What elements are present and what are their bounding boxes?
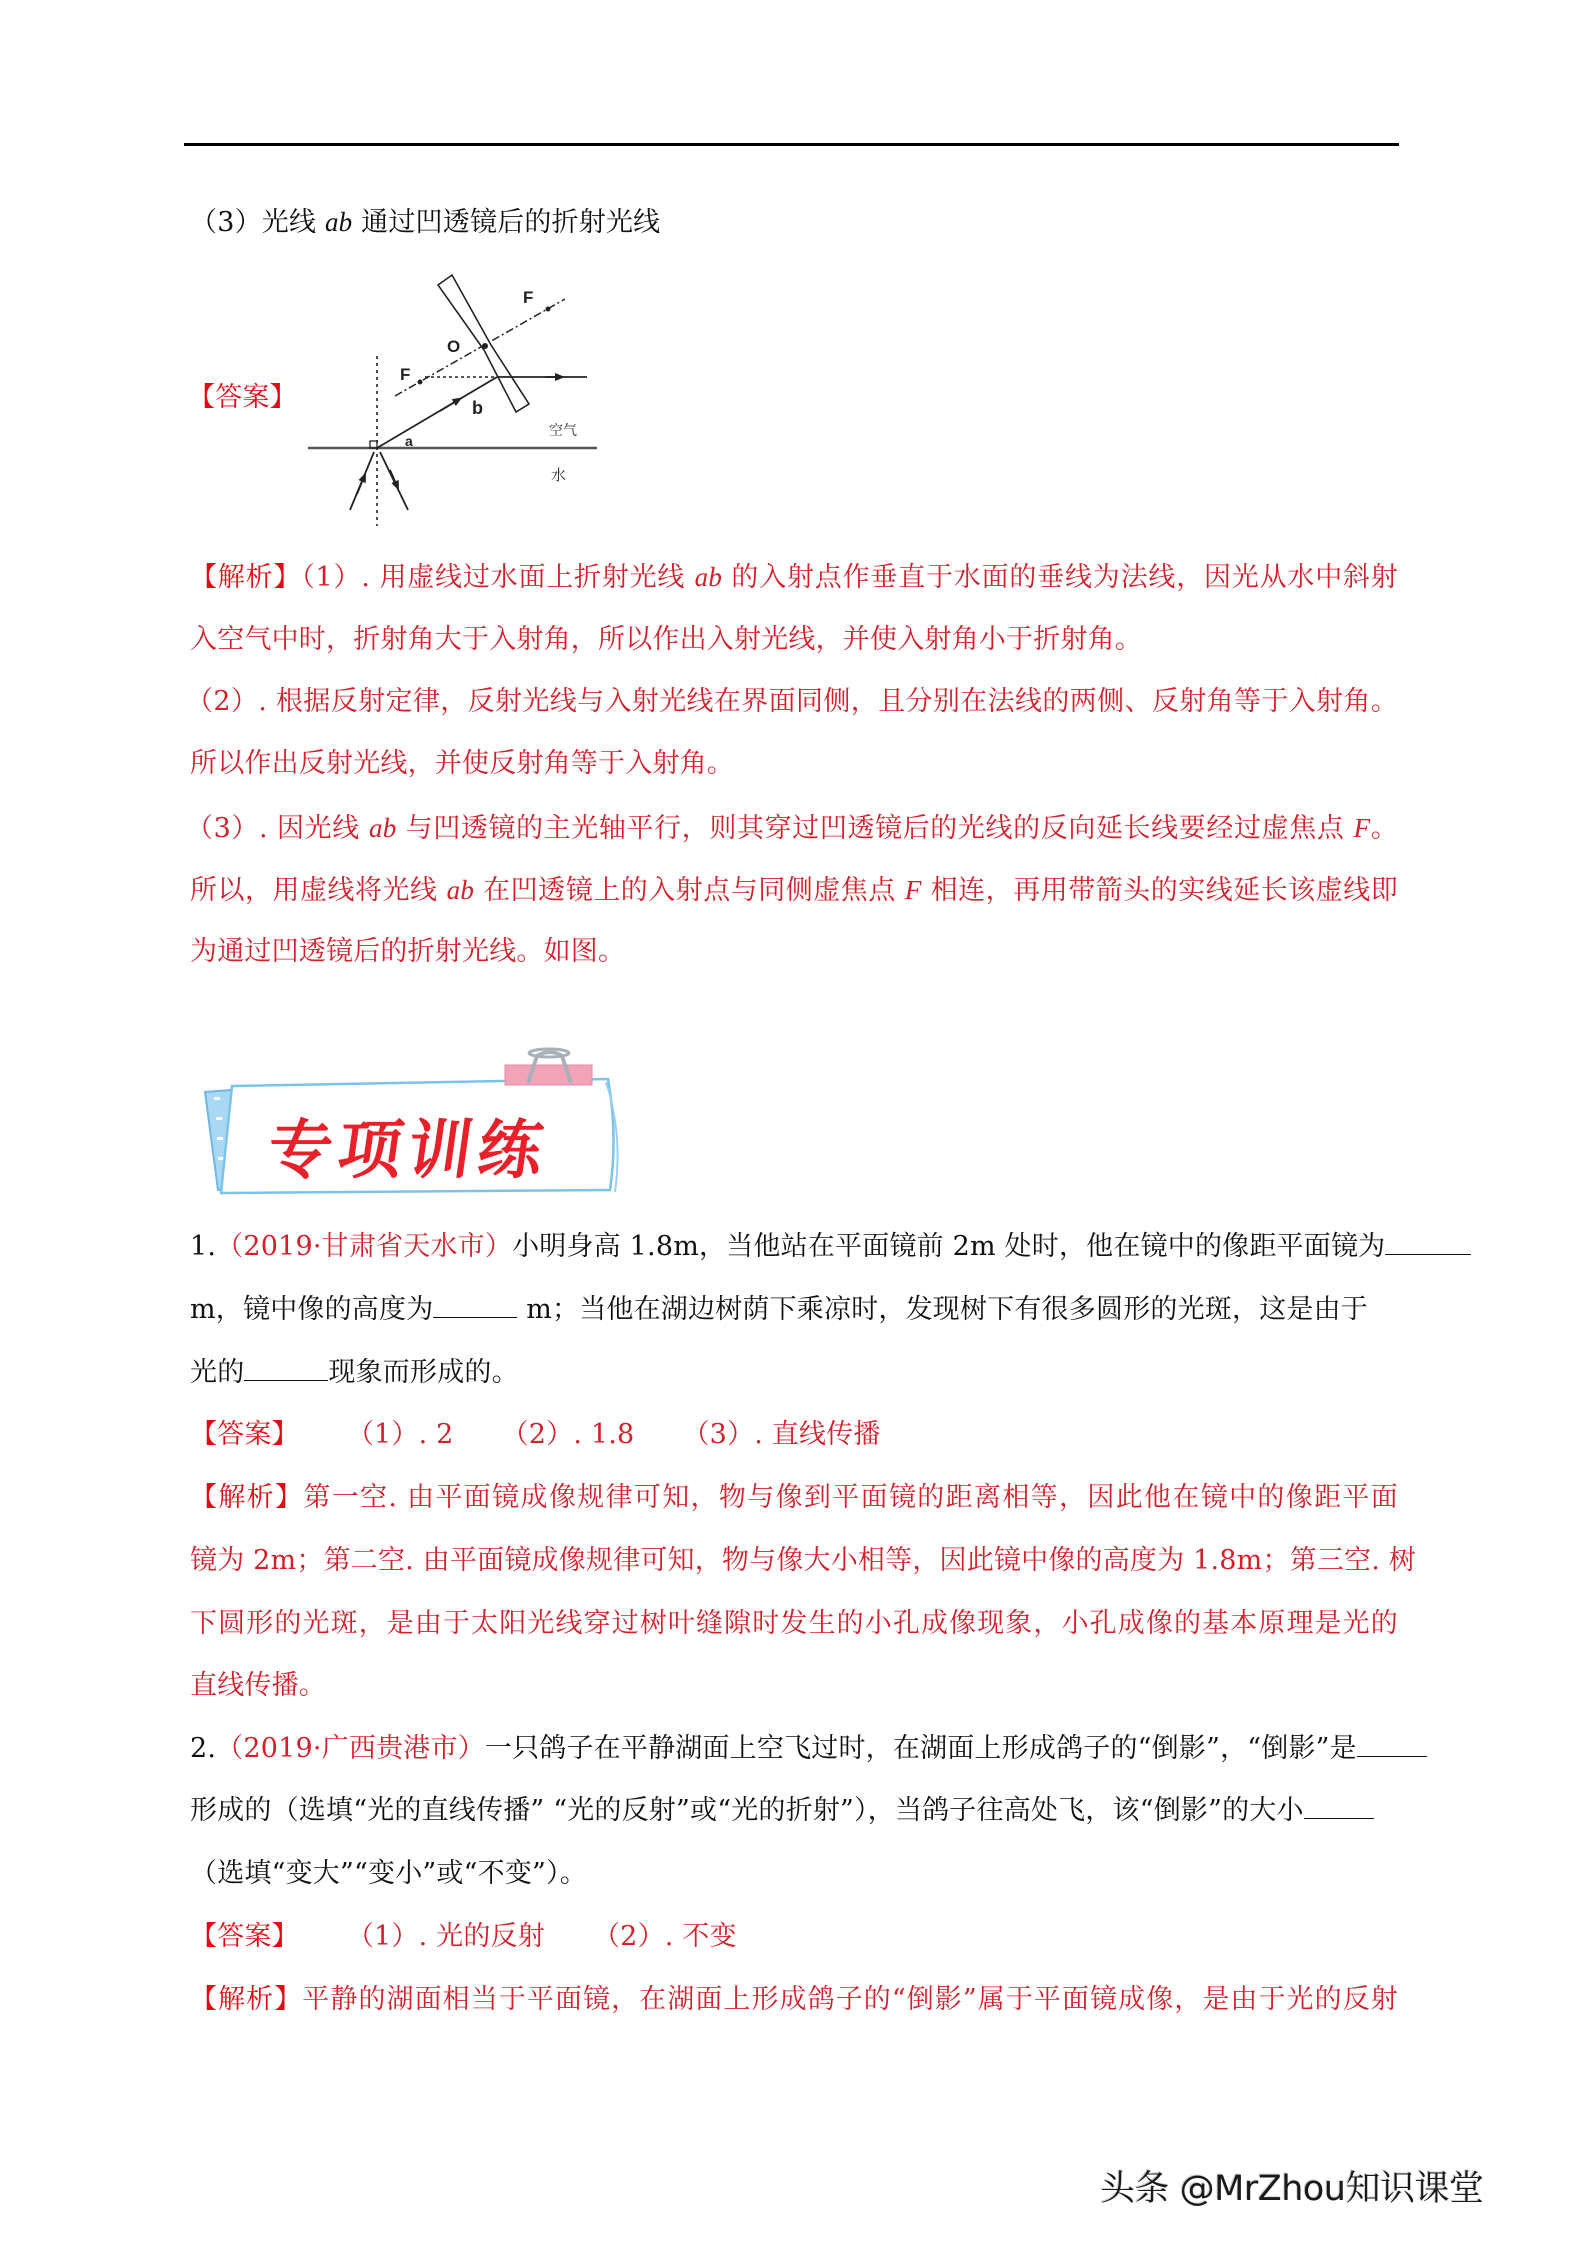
analysis-line-5: [186, 808, 1398, 848]
answer-label-text: 【答案】: [188, 382, 297, 413]
text: 小明身高 1.8m，当他站在平面镜前 2m 处时，他在镜中的像距平面镜为: [512, 1231, 1386, 1262]
q1-analysis-4: [190, 1666, 1398, 1706]
q2-source: （2019·广西贵港市）: [216, 1733, 485, 1764]
var-ab: ab: [369, 813, 397, 843]
q2-blank-2[interactable]: [1304, 1792, 1374, 1819]
text: 所以，用虚线将光线: [190, 875, 447, 906]
text: 入空气中时，折射角大于入射角，所以作出入射光线，并使入射角小于折射角。: [190, 624, 1142, 655]
q1-line-2: [190, 1290, 1398, 1330]
q2-number: 2.: [190, 1733, 217, 1764]
q1-blank-2[interactable]: [433, 1291, 517, 1318]
label-o: O: [447, 337, 461, 356]
heading-suffix: 通过凹透镜后的折射光线: [352, 207, 661, 238]
q1-line-1: [190, 1227, 1398, 1267]
q1-blank-1[interactable]: [1385, 1228, 1471, 1255]
q1-blank-3[interactable]: [244, 1354, 328, 1381]
label-air: 空气: [549, 423, 577, 439]
text: 为通过凹透镜后的折射光线。如图。: [190, 936, 626, 967]
q1-source: （2019·甘肃省天水市）: [216, 1231, 513, 1262]
text: （1）. 用虚线过水面上折射光线: [301, 562, 695, 593]
label-a: a: [405, 433, 413, 449]
analysis-label: 【解析】: [190, 1482, 304, 1513]
q1-answer-1: （1）. 2: [346, 1419, 454, 1450]
text: 相连，再用带箭头的实线延长该虚线即: [921, 875, 1398, 906]
header-rule: [184, 143, 1399, 146]
clip-pink: [505, 1065, 592, 1085]
analysis-line-2: [190, 620, 1398, 660]
label-f-left: F: [400, 365, 411, 384]
q1-line-3: [190, 1353, 1398, 1393]
concave-lens-refraction-diagram: [290, 260, 630, 530]
q2-answer: [190, 1917, 1398, 1957]
analysis-line-7: [190, 932, 1398, 972]
analysis-label: 【解析】: [190, 1984, 303, 2015]
text: m，镜中像的高度为: [190, 1294, 434, 1325]
text: 在凹透镜上的入射点与同侧虚焦点: [474, 875, 905, 906]
q2-line-2: [190, 1791, 1398, 1831]
q1-analysis-1: [190, 1478, 1398, 1518]
watermark: 头条 @MrZhou知识课堂: [1100, 2169, 1484, 2209]
label-b: b: [472, 398, 483, 418]
text: 下圆形的光斑，是由于太阳光线穿过树叶缝隙时发生的小孔成像现象，小孔成像的基本原理是光的: [190, 1608, 1398, 1639]
answer-label: [188, 378, 297, 418]
q1-answer: [190, 1415, 1398, 1455]
q1-analysis-2: [190, 1541, 1417, 1581]
analysis-line-6: [190, 870, 1398, 910]
text: 。: [1370, 813, 1398, 844]
text: （选填“变大”“变小”或“不变”）。: [190, 1858, 587, 1889]
answer-label: 【答案】: [190, 1419, 299, 1450]
answer-label: 【答案】: [190, 1921, 299, 1952]
var-f: F: [1353, 813, 1371, 843]
q2-line-1: [190, 1729, 1398, 1769]
var-ab: ab: [694, 562, 723, 592]
var-f: F: [904, 875, 922, 905]
heading-var: ab: [324, 207, 353, 237]
q1-analysis-3: [190, 1604, 1398, 1644]
q2-blank-1[interactable]: [1357, 1730, 1427, 1757]
heading-prefix: （3）光线: [190, 207, 325, 238]
text: 镜为 2m；第二空. 由平面镜成像规律可知，物与像大小相等，因此镜中像的高度为 1.8m；第三空. 树: [190, 1545, 1417, 1576]
q2-answer-1: （1）. 光的反射: [346, 1921, 545, 1952]
text: 形成的（选填“光的直线传播” “光的反射”或“光的折射”），当鸽子往高处飞，该“倒影”的大小: [190, 1795, 1304, 1826]
text: 一只鸽子在平静湖面上空飞过时，在湖面上形成鸽子的“倒影”，“倒影”是: [484, 1733, 1357, 1764]
text: 第一空. 由平面镜成像规律可知，物与像到平面镜的距离相等，因此他在镜中的像距平面: [303, 1482, 1398, 1513]
section-banner: [193, 1040, 628, 1200]
q2-answer-2: （2）. 不变: [592, 1921, 737, 1952]
text: （2）. 根据反射定律，反射光线与入射光线在界面同侧，且分别在法线的两侧、反射角等于入射角。: [186, 686, 1398, 717]
text: 现象而形成的。: [328, 1357, 519, 1388]
analysis-line-1: [190, 557, 1398, 597]
text: 平静的湖面相当于平面镜，在湖面上形成鸽子的“倒影”属于平面镜成像，是由于光的反射: [302, 1984, 1398, 2015]
q2-line-3: [190, 1854, 1398, 1894]
text: 直线传播。: [190, 1670, 326, 1701]
analysis-line-4: [190, 744, 1398, 784]
text: 的入射点作垂直于水面的垂线为法线，因光从水中斜射: [722, 562, 1398, 593]
text: （3）. 因光线: [186, 813, 370, 844]
banner-title: 专项训练: [263, 1113, 554, 1188]
text: 所以作出反射光线，并使反射角等于入射角。: [190, 748, 734, 779]
label-water: 水: [551, 466, 567, 484]
q1-number: 1.: [190, 1231, 217, 1262]
analysis-label: 【解析】: [190, 562, 302, 593]
analysis-line-3: [186, 682, 1398, 722]
q1-answer-3: （3）. 直线传播: [682, 1419, 881, 1450]
part3-heading: [190, 202, 1398, 242]
text: m；当他在湖边树荫下乘凉时，发现树下有很多圆形的光斑，这是由于: [517, 1294, 1368, 1325]
text: 与凹透镜的主光轴平行，则其穿过凹透镜后的光线的反向延长线要经过虚焦点: [396, 813, 1354, 844]
q2-analysis-1: [190, 1980, 1398, 2020]
text: 光的: [190, 1357, 245, 1388]
q1-answer-2: （2）. 1.8: [501, 1419, 635, 1450]
var-ab: ab: [446, 875, 475, 905]
label-f-top: F: [523, 288, 534, 307]
